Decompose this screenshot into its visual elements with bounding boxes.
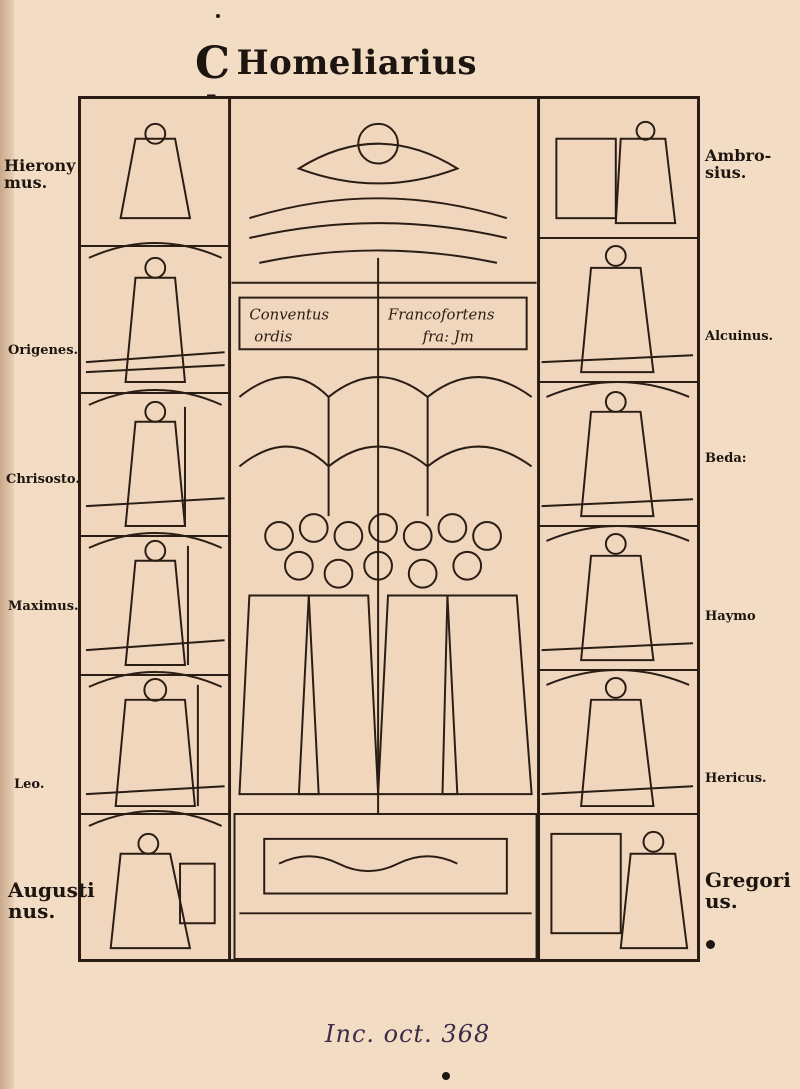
- label-haymo: Haymo: [705, 609, 756, 624]
- label-leo: Leo.: [14, 777, 45, 792]
- left-portrait-column: [81, 124, 230, 948]
- right-portrait-column: [539, 122, 697, 948]
- shelfmark-annotation: Inc. oct. 368: [325, 1020, 491, 1048]
- pilcrow-mark: C: [195, 38, 231, 89]
- label-origenes: Origenes.: [8, 343, 79, 358]
- central-scene: [232, 124, 537, 959]
- label-hericus: Hericus.: [705, 771, 767, 786]
- ink-speck: [216, 14, 220, 18]
- label-hieronymus: Hierony mus.: [4, 156, 76, 192]
- label-beda: Beda:: [705, 451, 747, 466]
- banner-line1-left: Conventus: [249, 305, 330, 324]
- title-text: Homeliarius: [236, 43, 477, 83]
- woodcut-illustration: [78, 96, 700, 962]
- ink-dot: [442, 1072, 450, 1080]
- label-ambrosius: Ambro- sius.: [705, 146, 772, 182]
- label-maximus: Maximus.: [8, 599, 79, 614]
- woodcut-drawing: [81, 99, 697, 959]
- label-augustinus: Augusti nus.: [8, 878, 95, 923]
- label-chrisosto: Chrisosto.: [6, 472, 80, 487]
- label-alcuinus: Alcuinus.: [705, 329, 774, 344]
- banner-line2-left: ordis: [254, 327, 293, 346]
- banner-line2-right: fra: Jm: [422, 327, 474, 346]
- banner-line1-right: Francofortens: [388, 305, 495, 324]
- label-gregorius: Gregori us.: [705, 868, 791, 913]
- ink-dot: [706, 940, 715, 949]
